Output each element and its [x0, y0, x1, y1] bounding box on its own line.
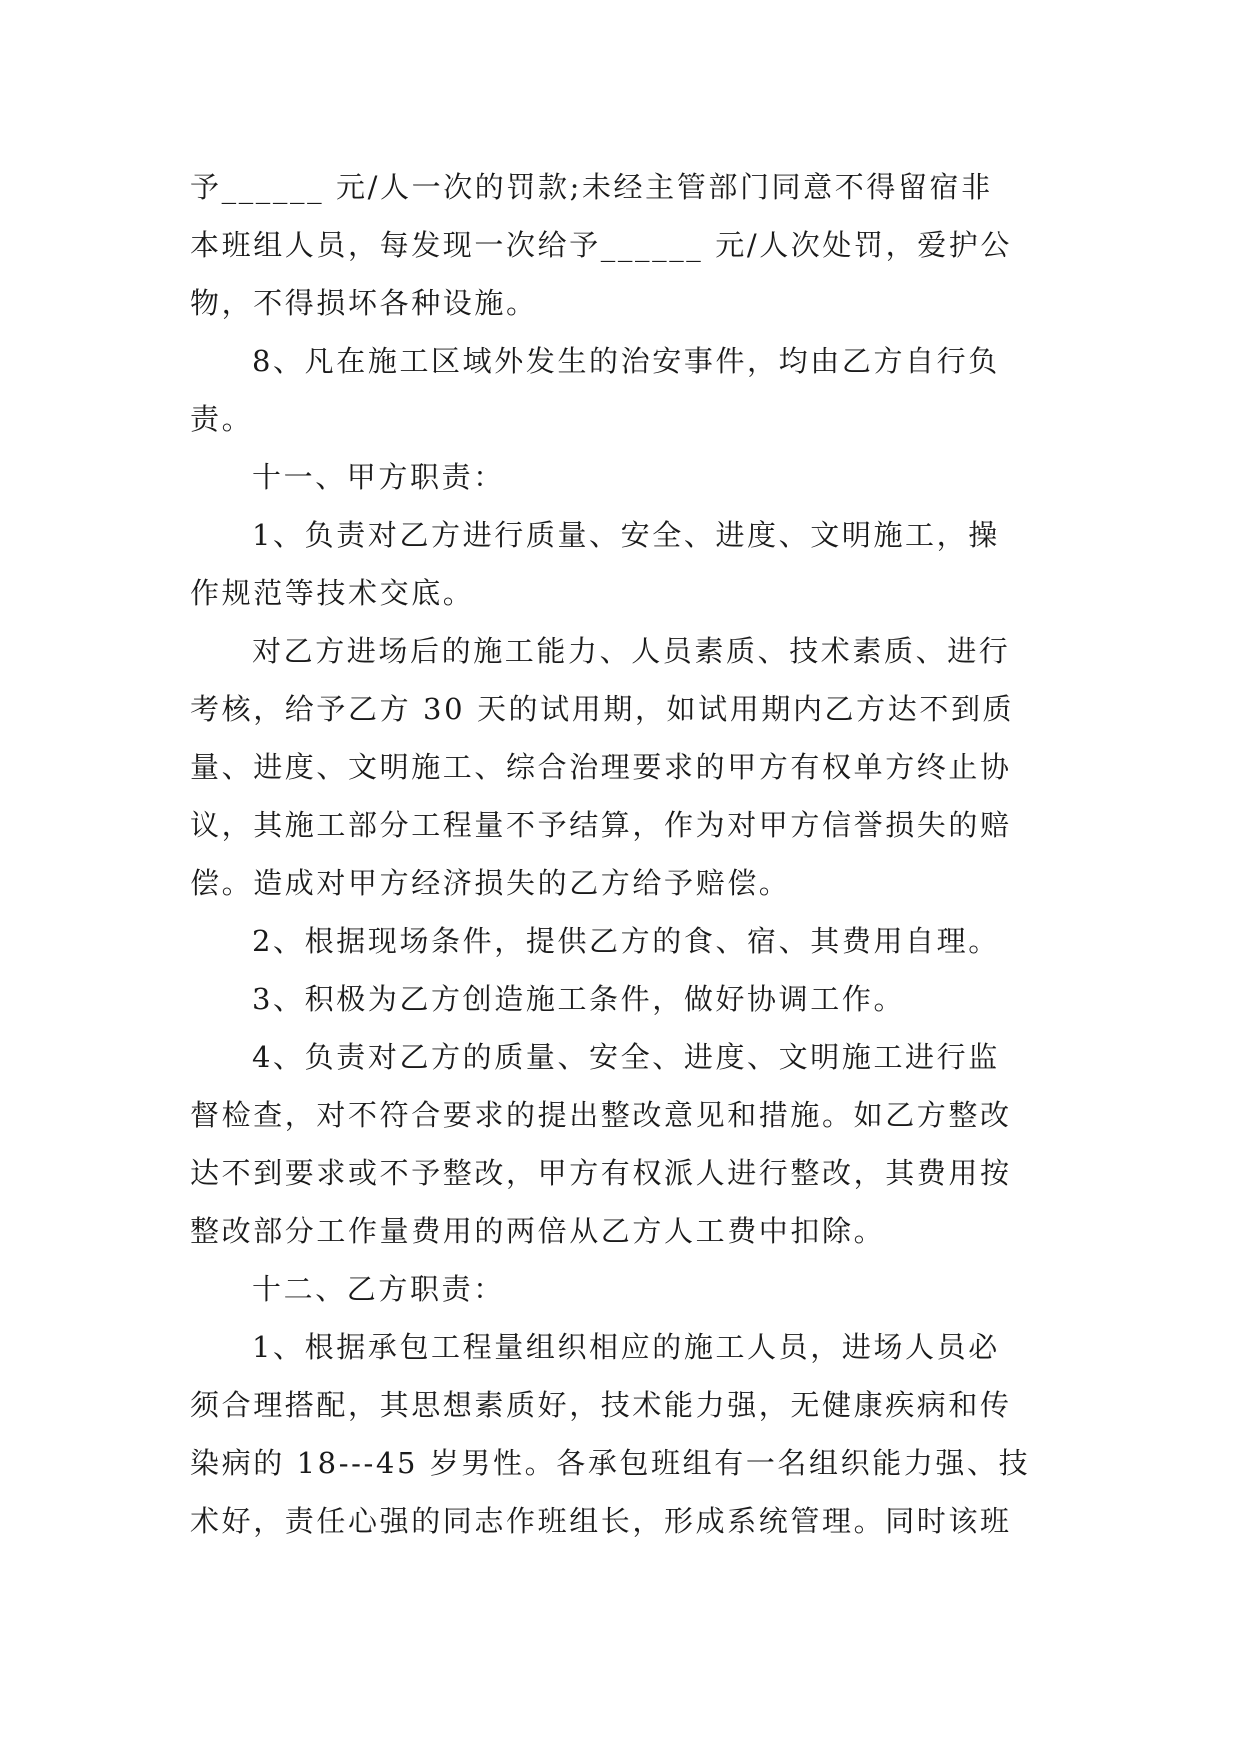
text-line: 1、根据承包工程量组织相应的施工人员，进场人员必 — [252, 1330, 1000, 1364]
text-line: 物，不得损坏各种设施。 — [190, 286, 538, 320]
text-line: 对乙方进场后的施工能力、人员素质、技术素质、进行 — [252, 634, 1011, 668]
text-line: 须合理搭配，其思想素质好，技术能力强，无健康疾病和传 — [190, 1388, 1012, 1422]
text-line: 议，其施工部分工程量不予结算，作为对甲方信誉损失的赔 — [190, 808, 1012, 842]
text-line: 染病的 18---45 岁男性。各承包班组有一名组织能力强、技 — [190, 1446, 1031, 1480]
section-heading: 十一、甲方职责： — [252, 460, 505, 494]
text-line: 整改部分工作量费用的两倍从乙方人工费中扣除。 — [190, 1214, 886, 1248]
text-line: 督检查，对不符合要求的提出整改意见和措施。如乙方整改 — [190, 1098, 1012, 1132]
text-line: 4、负责对乙方的质量、安全、进度、文明施工进行监 — [252, 1040, 1000, 1074]
text-line: 3、积极为乙方创造施工条件，做好协调工作。 — [252, 982, 906, 1016]
text-line: 量、进度、文明施工、综合治理要求的甲方有权单方终止协 — [190, 750, 1012, 784]
text-line: 本班组人员，每发现一次给予______ 元/人次处罚，爱护公 — [190, 228, 1012, 262]
text-line: 考核，给予乙方 30 天的试用期，如试用期内乙方达不到质 — [190, 692, 1015, 726]
text-line: 予______ 元/人一次的罚款;未经主管部门同意不得留宿非 — [190, 170, 993, 204]
text-line: 1、负责对乙方进行质量、安全、进度、文明施工，操 — [252, 518, 1000, 552]
text-line: 2、根据现场条件，提供乙方的食、宿、其费用自理。 — [252, 924, 1000, 958]
text-line: 作规范等技术交底。 — [190, 576, 475, 610]
document-body — [190, 158, 1050, 1550]
text-line: 偿。造成对甲方经济损失的乙方给予赔偿。 — [190, 866, 791, 900]
text-line: 术好，责任心强的同志作班组长，形成系统管理。同时该班 — [190, 1504, 1012, 1538]
text-line: 责。 — [190, 402, 254, 436]
text-line: 达不到要求或不予整改，甲方有权派人进行整改，其费用按 — [190, 1156, 1012, 1190]
text-line: 8、凡在施工区域外发生的治安事件，均由乙方自行负 — [252, 344, 1000, 378]
section-heading: 十二、乙方职责： — [252, 1272, 505, 1306]
